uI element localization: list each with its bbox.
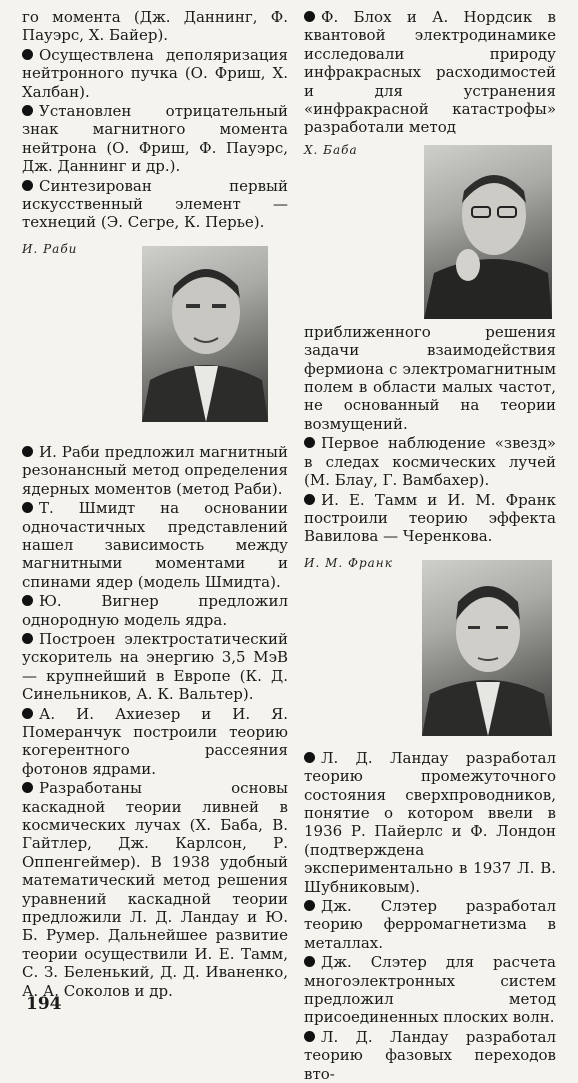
photo-caption: И. Раби xyxy=(22,241,78,256)
bullet-icon xyxy=(304,752,315,763)
bullet-icon xyxy=(22,633,33,644)
right-column xyxy=(304,8,556,1083)
portrait-photo xyxy=(424,145,552,319)
list-item: Ф. Блох и А. Нордсик в квантовой электродинамике исследовали природу инфракрасных расходимостей и для устранения «инфракрасной катастрофы» разработали метод xyxy=(304,8,556,137)
bullet-icon xyxy=(304,1031,315,1042)
list-item: Л. Д. Ландау разработал теорию фазовых переходов вто- xyxy=(304,1027,556,1083)
list-item: Ю. Вигнер предложил однородную модель ядра. xyxy=(22,592,288,629)
list-item: Синтезирован первый искусственный элемент — технеций (Э. Сегре, К. Перье). xyxy=(22,176,288,232)
portrait-figure-icon xyxy=(424,145,552,319)
photo-caption: Х. Баба xyxy=(304,142,358,157)
list-item: Т. Шмидт на основании одночастичных представлений нашел зависимость между магнитными моментами и спинами ядер (модель Шмидта). xyxy=(22,499,288,591)
bullet-icon xyxy=(304,11,315,22)
bullet-icon xyxy=(304,437,315,448)
figure-baba xyxy=(304,139,556,323)
bullet-icon xyxy=(304,494,315,505)
bullet-icon xyxy=(22,502,33,513)
list-item: Построен электростатический ускоритель на энергию 3,5 МэВ — крупнейший в Европе (К. Д. Синельников, А. К. Вальтер). xyxy=(22,629,288,704)
bullet-icon xyxy=(304,956,315,967)
portrait-figure-icon xyxy=(422,560,552,736)
list-item: И. Е. Тамм и И. М. Франк построили теорию эффекта Вавилова — Черенкова. xyxy=(304,490,556,546)
figure-frank xyxy=(304,556,556,748)
list-item: Л. Д. Ландау разработал теорию промежуточного состояния сверхпроводников, понятие о котором ввели в 1936 Р. Пайерлс и Ф. Лондон (подтверждена экспериментально в 1937 Л. В. Шубниковым). xyxy=(304,748,556,896)
portrait-figure-icon xyxy=(142,246,268,422)
portrait-photo xyxy=(422,560,552,736)
figure-rabi xyxy=(22,242,288,442)
bullet-icon xyxy=(22,105,33,116)
list-item: Дж. Слэтер для расчета многоэлектронных систем предложил метод присоединенных плоских волн. xyxy=(304,953,556,1027)
continued-text: го момента (Дж. Даннинг, Ф. Пауэрс, Х. Байер). xyxy=(22,8,288,45)
list-item: Осуществлена деполяризация нейтронного пучка (О. Фриш, Х. Халбан). xyxy=(22,45,288,101)
left-column xyxy=(22,8,288,1000)
bullet-icon xyxy=(22,446,33,457)
page-number: 194 xyxy=(26,994,62,1014)
list-item: И. Раби предложил магнитный резонансный метод определения ядерных моментов (метод Раби). xyxy=(22,442,288,498)
bullet-icon xyxy=(304,900,315,911)
bullet-icon xyxy=(22,782,33,793)
list-item: Дж. Слэтер разработал теорию ферромагнетизма в металлах. xyxy=(304,896,556,952)
bullet-icon xyxy=(22,708,33,719)
bullet-icon xyxy=(22,180,33,191)
list-item: Установлен отрицательный знак магнитного момента нейтрона (О. Фриш, Ф. Пауэрс, Дж. Даннинг и др.). xyxy=(22,102,288,176)
list-item: А. И. Ахиезер и И. Я. Померанчук построили теорию когерентного рассеяния фотонов ядрами. xyxy=(22,704,288,778)
photo-caption: И. М. Франк xyxy=(304,555,393,570)
list-item: Первое наблюдение «звезд» в следах космических лучей (М. Блау, Г. Вамбахер). xyxy=(304,434,556,490)
list-item: Разработаны основы каскадной теории ливней в космических лучах (Х. Баба, В. Гайтлер, Дж. Карлсон, Р. Оппенгеймер). В 1938 удобный математический метод решения уравнений каскадной теории предложили Л. Д. Ландау и Ю. Б. Румер. Дальнейшее развитие теории осуществили И. Е. Тамм, С. З. Беленький, Д. Д. Иваненко, А. А. Соколов и др. xyxy=(22,779,288,1000)
bullet-icon xyxy=(22,595,33,606)
bullet-icon xyxy=(22,49,33,60)
portrait-photo xyxy=(142,246,268,422)
continued-text: приближенного решения задачи взаимодействия фермиона с электромагнитным полем в области малых частот, не основанный на теории возмущений. xyxy=(304,322,556,433)
